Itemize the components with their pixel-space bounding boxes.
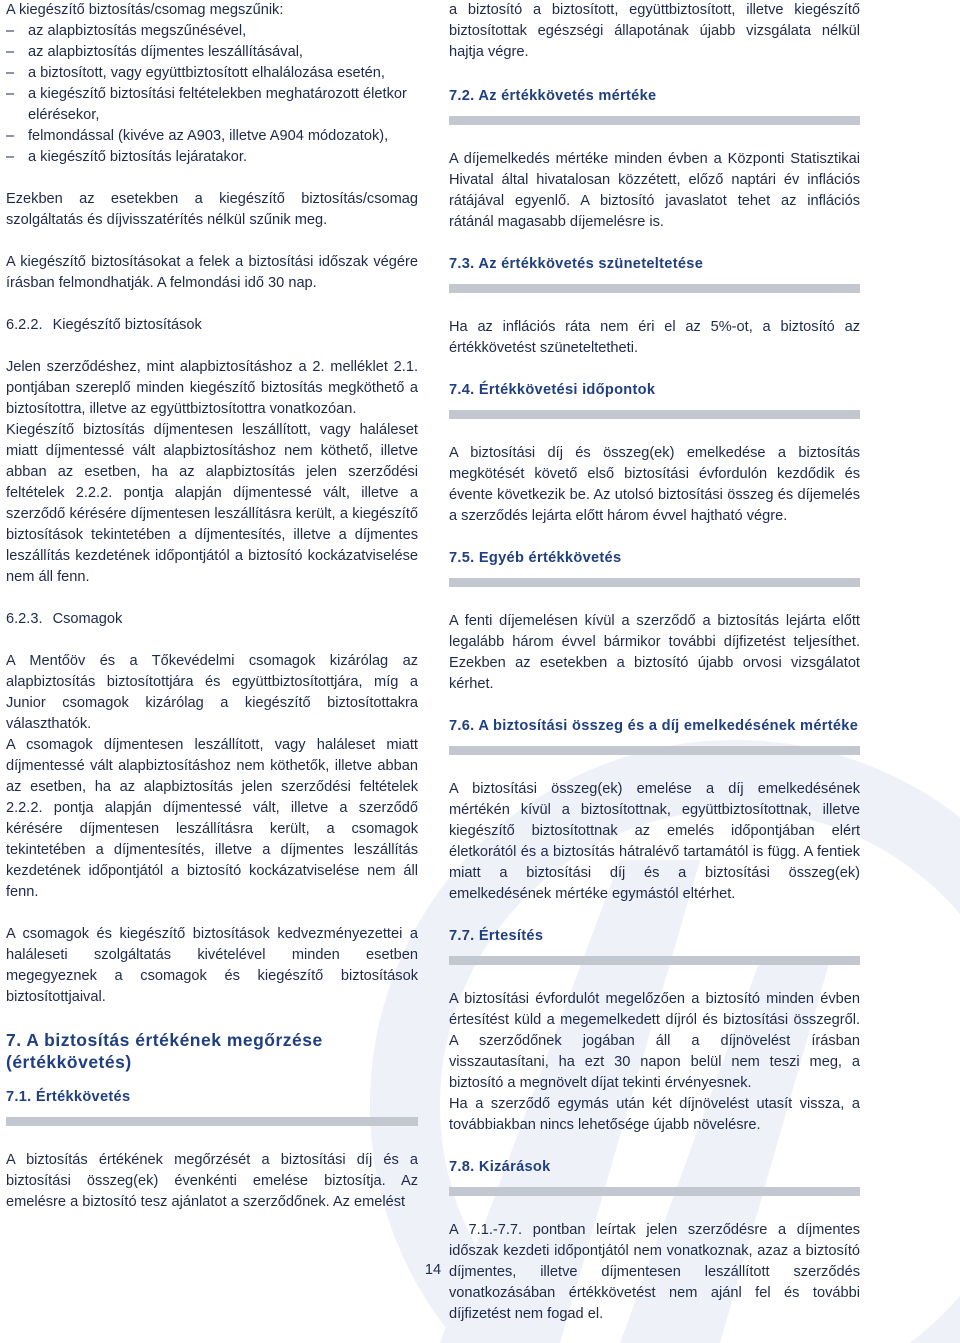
chapter-title: 7. A biztosítás értékének megőrzése (értékkövetés) xyxy=(6,1030,323,1072)
section-title-7-3: 7.3. Az értékkövetés szüneteltetése xyxy=(449,256,704,272)
section-rule xyxy=(449,578,860,587)
section-title-7-8: 7.8. Kizárások xyxy=(449,1159,551,1175)
list-item: – az alapbiztosítás megszűnésével, xyxy=(6,21,418,42)
page-number: 14 xyxy=(424,1262,442,1278)
paragraph: A Mentőöv és a Tőkevédelmi csomagok kizárólag az alapbiztosítás biztosítottjára és együttbiztosítottjára, míg a Junior csomagok kizárólag a kiegészítő biztosítottakra választhatók. xyxy=(6,653,418,732)
paragraph: Jelen szerződéshez, mint alapbiztosításhoz a 2. melléklet 2.1. pontjában szereplő minden kiegészítő biztosítás megköthető a biztosítottra, illetve az együttbiztosítottra vonatkozóan. xyxy=(6,359,418,417)
paragraph: A biztosítás értékének megőrzését a biztosítási díj és a biztosítási összeg(ek) évenkénti emelése biztosítja. Az emelésre a biztosító tesz ajánlatot a szerződőnek. Az emelést xyxy=(6,1152,418,1210)
paragraph: A biztosítási díj és összeg(ek) emelkedése a biztosítás megkötését követő első biztosítási évfordulón kezdődik és évente következik be. Az utolsó biztosítási összeg és díjemelés a szerződés lejárta előtt három évvel hajtható végre. xyxy=(449,445,860,524)
section-rule xyxy=(449,410,860,419)
cancel-list xyxy=(6,21,418,168)
section-rule xyxy=(449,284,860,293)
no-refund-paragraph: Ezekben az esetekben a kiegészítő biztosítás/csomag szolgáltatás és díjvisszatérítés nélkül szűnik meg. xyxy=(6,191,418,228)
paragraph: A fenti díjemelésen kívül a szerződő a biztosítás lejárta előtt legalább három évvel bármikor további díjfizetést teljesíthet. Ezekben az esetekben a biztosító újabb orvosi vizsgálatot kérhet. xyxy=(449,613,860,692)
paragraph: A biztosítási összeg(ek) emelése a díj emelkedésének mértékén kívül a biztosítottnak, együttbiztosítottnak, illetve kiegészítő biztosítottnak az emelés időpontjában elért életkorától és a biztosítás hátralévő tartamától is függ. A fentiek miatt a biztosítási díj és a biztosítási összeg(ek) emelkedésének mértéke egymástól eltérhet. xyxy=(449,781,860,902)
section-rule xyxy=(449,116,860,125)
paragraph: Ha az inflációs ráta nem éri el az 5%-ot, a biztosító az értékkövetést szüneteltetheti. xyxy=(449,319,860,356)
paragraph: A 7.1.-7.7. pontban leírtak jelen szerződésre a díjmentes időszak kezdeti időpontjától nem vonatkoznak, azaz a biztosító díjmentes, illetve díjmentesen leszállított szerződés vonatkozásában értékkövetést nem ajánl fel és további díjfizetést nem fogad el. xyxy=(449,1222,860,1322)
left-column xyxy=(6,0,418,1213)
section-rule xyxy=(6,1117,418,1126)
section-heading-6-2-3 xyxy=(6,609,418,630)
section-title-7-2: 7.2. Az értékkövetés mértéke xyxy=(449,88,657,104)
section-title-7-1: 7.1. Értékkövetés xyxy=(6,1089,131,1105)
cancel-intro: A kiegészítő biztosítás/csomag megszűnik: xyxy=(6,2,284,18)
section-title: Csomagok xyxy=(52,611,123,627)
list-item: – a kiegészítő biztosítási feltételekben meghatározott életkor elérésekor, xyxy=(6,84,418,126)
section-number: 6.2.2. xyxy=(6,317,43,333)
right-column xyxy=(449,0,860,1325)
list-item: – felmondással (kivéve az A903, illetve A904 módozatok), xyxy=(6,126,418,147)
section-title-7-6: 7.6. A biztosítási összeg és a díj emelkedésének mértéke xyxy=(449,718,859,734)
list-item: – a biztosított, vagy együttbiztosított elhalálozása esetén, xyxy=(6,63,418,84)
section-heading-6-2-2 xyxy=(6,315,418,336)
section-rule xyxy=(449,746,860,755)
section-title-7-7: 7.7. Értesítés xyxy=(449,928,544,944)
section-title-7-4: 7.4. Értékkövetési időpontok xyxy=(449,382,656,398)
paragraph: A csomagok és kiegészítő biztosítások kedvezményezettei a haláleseti szolgáltatás kivételével minden esetben megegyeznek a csomagok és kiegészítő biztosítások biztosítottjaival. xyxy=(6,926,418,1005)
paragraph: A biztosítási évfordulót megelőzően a biztosító minden évben értesítést küld a megemelkedett díjról és biztosítási összegről. A szerződőnek jogában áll a díjnövelést írásban visszautasítani, ha ezt 30 napon belül nem teszi meg, a biztosító a megnövelt díjat tekinti érvényesnek. xyxy=(449,991,860,1091)
termination-paragraph: A kiegészítő biztosításokat a felek a biztosítási időszak végére írásban felmondhatják. A felmondási idő 30 nap. xyxy=(6,254,418,291)
list-item: – az alapbiztosítás díjmentes leszállításával, xyxy=(6,42,418,63)
paragraph: A csomagok díjmentesen leszállított, vagy haláleset miatt díjmentessé vált alapbiztosításhoz nem köthetők, illetve abban az esetben, ha az alapbiztosítás jelen szerződési feltételek 2.2.2. pontja alapján díjmentessé vált, illetve a szerződő kérésére díjmentesen leszállításra került, a csomagok tekintetében a díjmentesítés, illetve a díjmentes leszállítás kezdetének időpontjától a biztosító kockázatviselése nem áll fenn. xyxy=(6,737,418,900)
section-number: 6.2.3. xyxy=(6,611,43,627)
list-item: – a kiegészítő biztosítás lejáratakor. xyxy=(6,147,418,168)
section-rule xyxy=(449,956,860,965)
section-title: Kiegészítő biztosítások xyxy=(52,317,202,333)
section-title-7-5: 7.5. Egyéb értékkövetés xyxy=(449,550,622,566)
paragraph: Ha a szerződő egymás után két díjnövelést utasít vissza, a továbbiakban nincs lehetősége újabb növelésre. xyxy=(449,1096,860,1133)
paragraph: Kiegészítő biztosítás díjmentesen leszállított, vagy haláleset miatt díjmentessé vált alapbiztosításhoz nem köthető, illetve abban az esetben, ha az alapbiztosítás jelen szerződési feltételek 2.2.2. pontja alapján díjmentessé vált, illetve a szerződő kérésére díjmentesen leszállításra került, a kiegészítő biztosítások tekintetében a díjmentesítés, illetve a díjmentes leszállítás kezdetének időpontjától a biztosító kockázatviselése nem áll fenn. xyxy=(6,422,418,585)
paragraph: a biztosító a biztosított, együttbiztosított, illetve kiegészítő biztosítottak egészségi állapotának újabb vizsgálata nélkül hajtja végre. xyxy=(449,2,860,60)
paragraph: A díjemelkedés mértéke minden évben a Központi Statisztikai Hivatal által hivatalosan közzétett, előző naptári év inflációs rátájával egyenlő. A biztosító javaslatot tehet az inflációs rátánál magasabb díjemelésre is. xyxy=(449,151,860,230)
section-rule xyxy=(449,1187,860,1196)
